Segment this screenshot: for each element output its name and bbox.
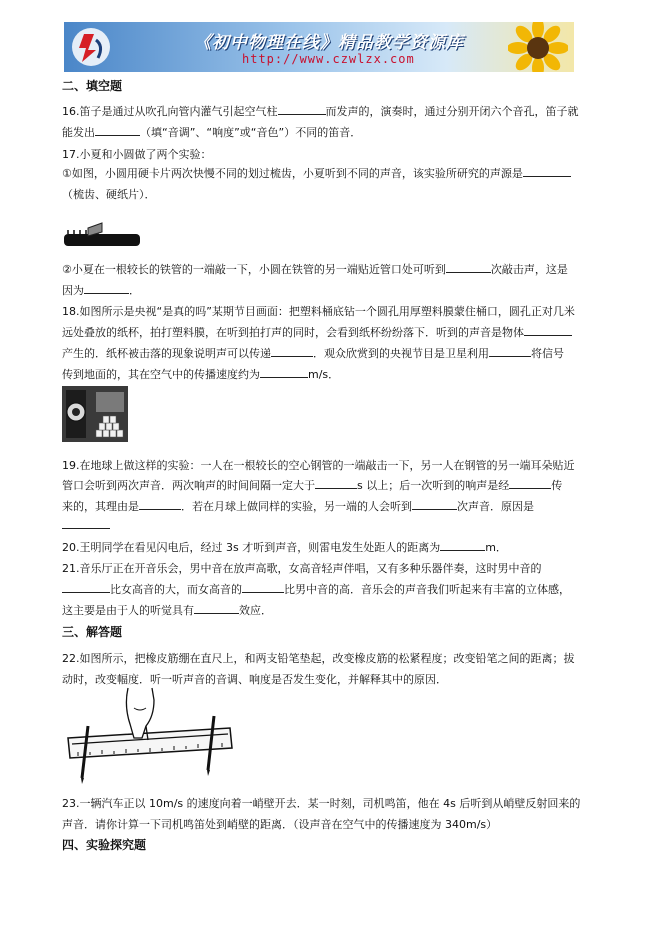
q21-line2: 比女高音的大，而女高音的 比男中音的高．音乐会的声音我们听起来有丰富的立体感， (62, 582, 603, 597)
q16-blank2[interactable] (95, 125, 140, 136)
q23-line2: 声音．请你计算一下司机鸣笛处到峭壁的距离．（设声音在空气中的传播速度为 340m/s） (62, 818, 498, 831)
banner-url: http://www.czwlzx.com (242, 52, 415, 66)
sunflower-icon (508, 22, 568, 72)
tv-show-photo (62, 386, 128, 442)
q17-line1: 17.小夏和小圆做了两个实验： (62, 148, 212, 161)
q19-line4 (62, 518, 603, 533)
section-fill-heading: 二、填空题 (62, 79, 123, 93)
q19-line2: 管口会听到两次声音．两次响声的时间间隔一定大于 s 以上；后一次听到的响声是经 传 (62, 479, 563, 492)
q23-line1: 23.一辆汽车正以 10m/s 的速度向着一峭壁开去．某一时刻，司机鸣笛，他在 4s 后听到从峭壁反射回来的 (62, 797, 581, 810)
q18-line2: 远处叠放的纸杯，拍打塑料膜，在听到拍打声的同时，会看到纸杯纷纷落下．听到的声音是物体 (62, 325, 603, 340)
header-banner (64, 22, 574, 72)
q18-blank3[interactable] (489, 346, 531, 357)
q21-line3: 这主要是由于人的听觉具有 效应． (62, 604, 272, 617)
logo-icon (70, 26, 112, 68)
q19-blank1[interactable] (315, 478, 357, 489)
q17-line3: （梳齿、硬纸片）． (62, 188, 156, 201)
q21-blank1[interactable] (62, 582, 110, 593)
q17-line4: ②小夏在一根较长的铁管的一端敲一下，小圆在铁管的另一端贴近管口处可听到 次敲击声，这是 (62, 263, 568, 276)
q22-line1: 22.如图所示，把橡皮筋绷在直尺上，和两支铅笔垫起，改变橡皮筋的松紧程度；改变铅笔之间的距离；拔 (62, 652, 575, 665)
q21-blank2[interactable] (242, 582, 284, 593)
q20-blank[interactable] (440, 540, 485, 551)
q20-line: 20.王明同学在看见闪电后，经过 3s 才听到声音，则雷电发生处距人的距离为 m． (62, 541, 507, 554)
q16-line1: 16.笛子是通过从吹孔向管内灌气引起空气柱 而发声的，演奏时，通过分别开闭六个音孔，笛子就 (62, 105, 579, 118)
q19-blank3[interactable] (139, 499, 181, 510)
q22-line2: 动时，改变幅度．听一听声音的音调、响度是否发生变化，并解释其中的原因． (62, 673, 447, 686)
q18-blank4[interactable] (260, 367, 308, 378)
comb-card-figure (62, 222, 142, 250)
banner-title: 《初中物理在线》精品教学资源库 (194, 33, 464, 53)
section-experiment-heading: 四、实验探究题 (62, 838, 147, 852)
q17-line5: 因为 ． (62, 284, 140, 297)
q17-blank1[interactable] (523, 166, 571, 177)
q17-blank2[interactable] (446, 262, 491, 273)
q19-line1: 19.在地球上做这样的实验：一人在一根较长的空心钢管的一端敲击一下，另一人在钢管的另一端耳朵贴近 (62, 459, 575, 472)
q21-line1: 21.音乐厅正在开音乐会，男中音在放声高歌，女高音轻声伴唱，又有多种乐器伴奏，这时男中音的 (62, 562, 542, 575)
q17-blank3[interactable] (84, 283, 129, 294)
q16-line2: 能发出 （填“音调”、“响度”或“音色”）不同的笛音． (62, 126, 362, 139)
q19-line3: 来的，其理由是 ．若在月球上做同样的实验，另一端的人会听到 次声音．原因是 (62, 500, 534, 513)
q18-blank2[interactable] (271, 346, 313, 357)
q21-blank3[interactable] (194, 603, 239, 614)
q18-line4: 传到地面的，其在空气中的传播速度约为 m/s． (62, 368, 340, 381)
q18-blank1[interactable] (524, 325, 572, 336)
q18-line1: 18.如图所示是央视“是真的吗”某期节目画面：把塑料桶底钻一个圆孔用厚塑料膜蒙住桶口，圆孔正对几米 (62, 305, 575, 318)
q19-blank2[interactable] (509, 478, 551, 489)
ruler-rubberband-figure (62, 686, 240, 786)
q19-blank4[interactable] (412, 499, 457, 510)
q19-blank5[interactable] (62, 518, 110, 529)
q18-line3: 产生的．纸杯被击落的现象说明声可以传递 ．观众欣赏到的央视节目是卫星利用 将信号 (62, 347, 564, 360)
section-answer-heading: 三、解答题 (62, 625, 123, 639)
q16-blank1[interactable] (278, 104, 326, 115)
q17-line2: ①如图，小圆用硬卡片两次快慢不同的划过梳齿，小夏听到不同的声音，该实验所研究的声源是 (62, 166, 603, 181)
